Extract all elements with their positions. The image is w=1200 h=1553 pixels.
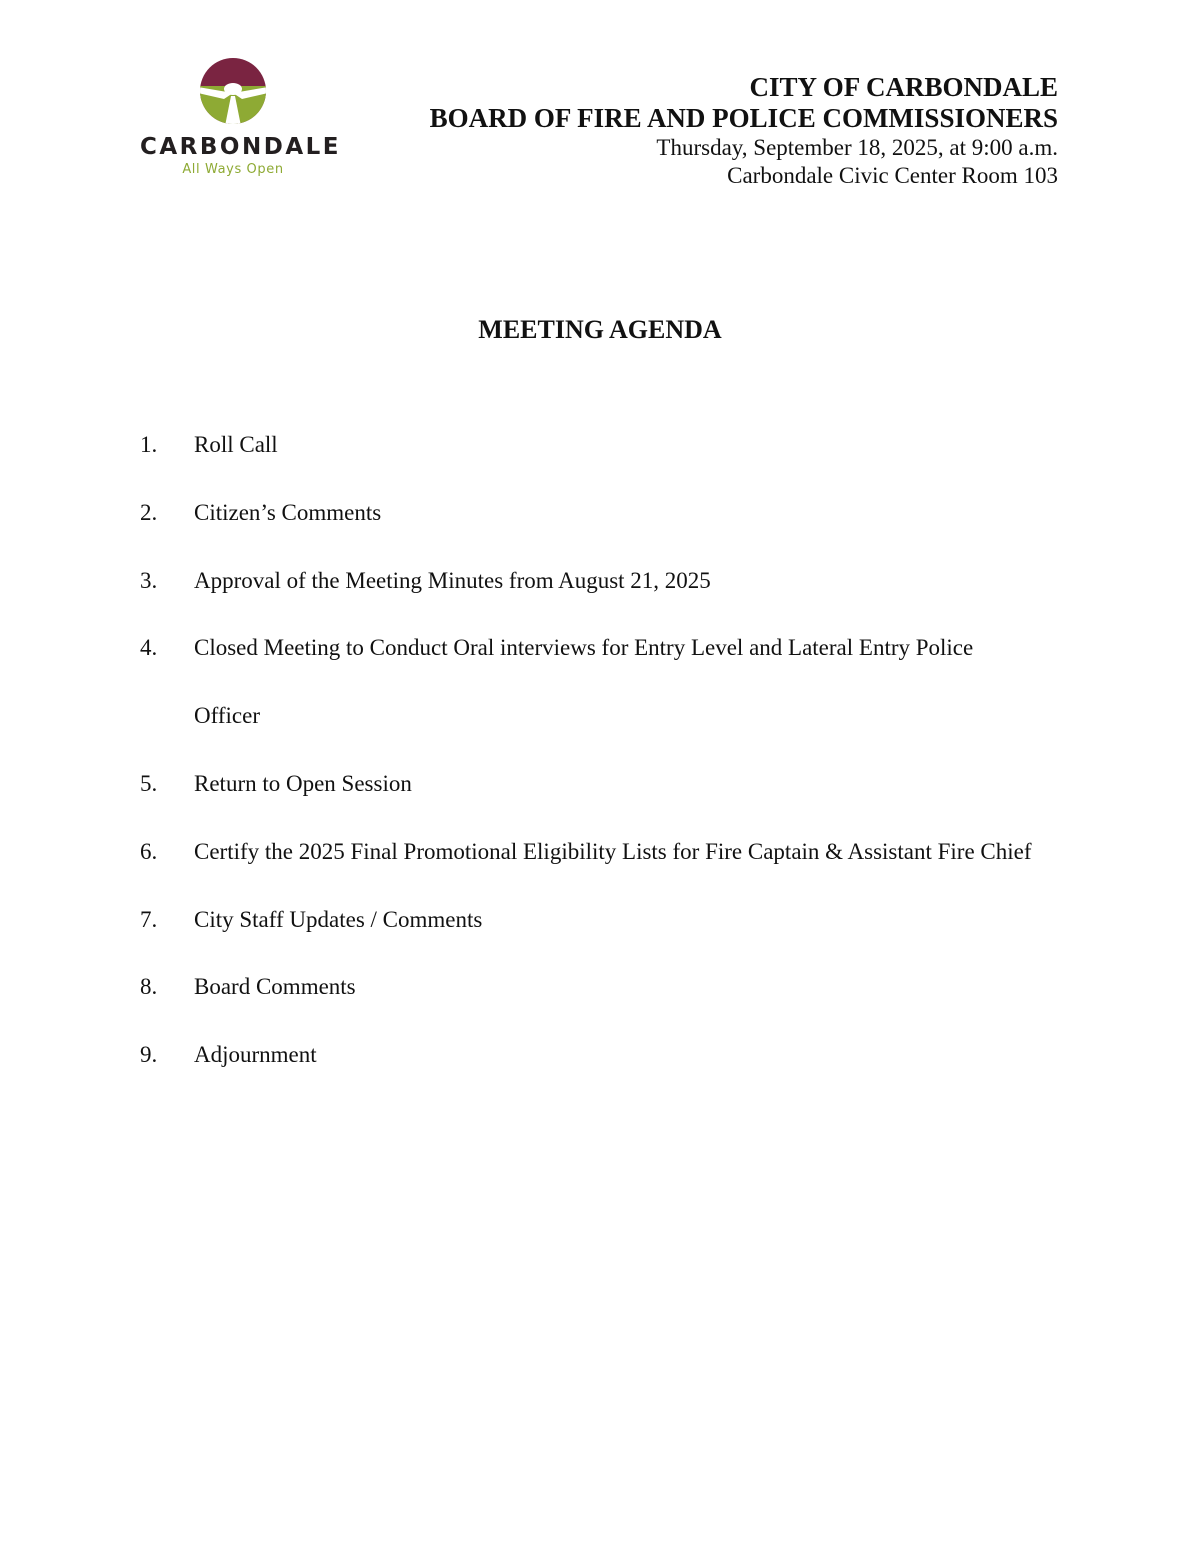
agenda-item-number: 7. (140, 906, 158, 932)
agenda-list (140, 411, 1070, 1089)
agenda-item-text: City Staff Updates / Comments (194, 906, 483, 932)
agenda-item-number: 8. (140, 974, 158, 1000)
agenda-item-number: 6. (140, 838, 158, 864)
agenda-item-roll-call (140, 411, 1070, 479)
agenda-item-text: Return to Open Session (194, 770, 412, 796)
agenda-item-open-session (140, 750, 1070, 818)
agenda-item-text: Board Comments (194, 974, 356, 1000)
agenda-item-citizens-comments (140, 479, 1070, 547)
document-header (430, 72, 1058, 190)
agenda-item-number: 4. (140, 635, 158, 661)
agenda-item-board-comments (140, 953, 1070, 1021)
logo-wordmark: CARBONDALE (140, 134, 341, 160)
agenda-item-number: 9. (140, 1042, 158, 1068)
agenda-item-staff-updates (140, 886, 1070, 954)
agenda-item-closed-meeting (140, 614, 1070, 750)
agenda-item-number: 3. (140, 567, 158, 593)
agenda-item-adjournment (140, 1021, 1070, 1089)
agenda-item-number: 5. (140, 770, 158, 796)
agenda-item-number: 1. (140, 432, 158, 457)
agenda-item-text: Closed Meeting to Conduct Oral interviews for Entry Level and Lateral Entry Police (194, 635, 974, 661)
agenda-item-text: Approval of the Meeting Minutes from August 21, 2025 (194, 567, 711, 593)
agenda-title: MEETING AGENDA (478, 315, 722, 344)
agenda-item-text: Certify the 2025 Final Promotional Eligibility Lists for Fire Captain & Assistant Fire Chief (194, 838, 1032, 864)
agenda-item-certify-lists (140, 818, 1070, 886)
agenda-item-number: 2. (140, 499, 158, 525)
header-date: Thursday, September 18, 2025, at 9:00 a.m. (656, 135, 1058, 160)
header-location: Carbondale Civic Center Room 103 (727, 163, 1058, 188)
agenda-item-text: Roll Call (194, 432, 278, 457)
agenda-item-text-continued: Officer (194, 703, 260, 729)
carbondale-emblem-icon (198, 56, 268, 126)
agenda-item-text: Citizen’s Comments (194, 499, 382, 525)
header-city: CITY OF CARBONDALE (749, 72, 1058, 102)
carbondale-logo (140, 56, 341, 182)
agenda-item-approval-minutes (140, 547, 1070, 615)
header-board: BOARD OF FIRE AND POLICE COMMISSIONERS (429, 103, 1058, 133)
agenda-item-text: Adjournment (194, 1042, 317, 1068)
logo-tagline: All Ways Open (182, 162, 284, 177)
